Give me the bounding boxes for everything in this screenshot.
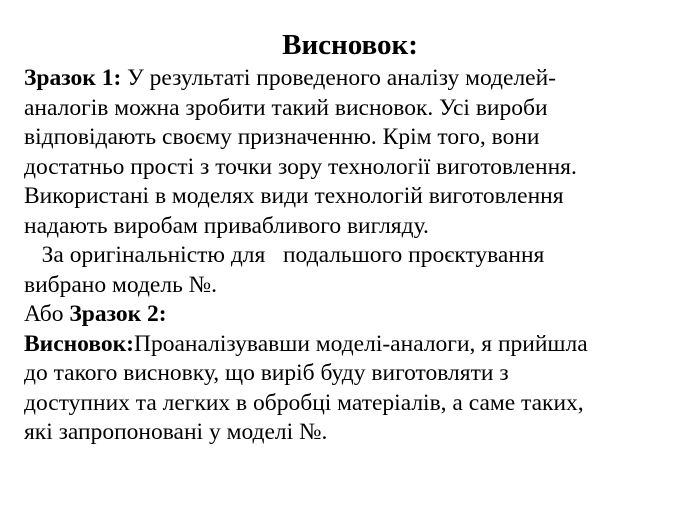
sample1-line-6: надають виробам привабливого вигляду. <box>24 212 429 239</box>
slide-body <box>24 64 684 448</box>
sample2-line-3: доступних та легких в обробці матеріалів, а саме таких, <box>24 389 584 416</box>
sample1-line-5: Використані в моделях види технологій виготовлення <box>24 183 564 209</box>
sample1-line-8: вибрано модель №. <box>24 271 217 298</box>
sample1-line-4: достатньо прості з точки зору технології виготовлення. <box>24 153 577 180</box>
sample2-conclusion-label: Висновок: <box>24 330 134 357</box>
slide-title: Висновок: <box>282 29 418 61</box>
sample1-line-1 <box>24 64 684 94</box>
sample2-prefix: Або <box>24 301 70 327</box>
sample1-line-7: За оригінальністю для подальшого проєктування <box>24 242 545 268</box>
sample1-label: Зразок 1: <box>24 65 122 91</box>
sample2-line-4: які запропоновані у моделі №. <box>24 419 328 445</box>
sample1-text-1: У результаті проведеного аналізу моделей- <box>121 65 556 91</box>
sample1-line-3: відповідають своєму призначенню. Крім того, вони <box>24 124 540 150</box>
sample2-heading <box>24 300 684 330</box>
sample2-label: Зразок 2: <box>69 301 167 327</box>
sample1-line-2: аналогів можна зробити такий висновок. Усі вироби <box>24 94 548 121</box>
sample2-line-1 <box>24 330 684 360</box>
sample2-text-1: Проаналізувавши моделі-аналоги, я прийшла <box>134 330 588 357</box>
sample2-line-2: до такого висновку, що виріб буду виготовляти з <box>24 360 509 386</box>
